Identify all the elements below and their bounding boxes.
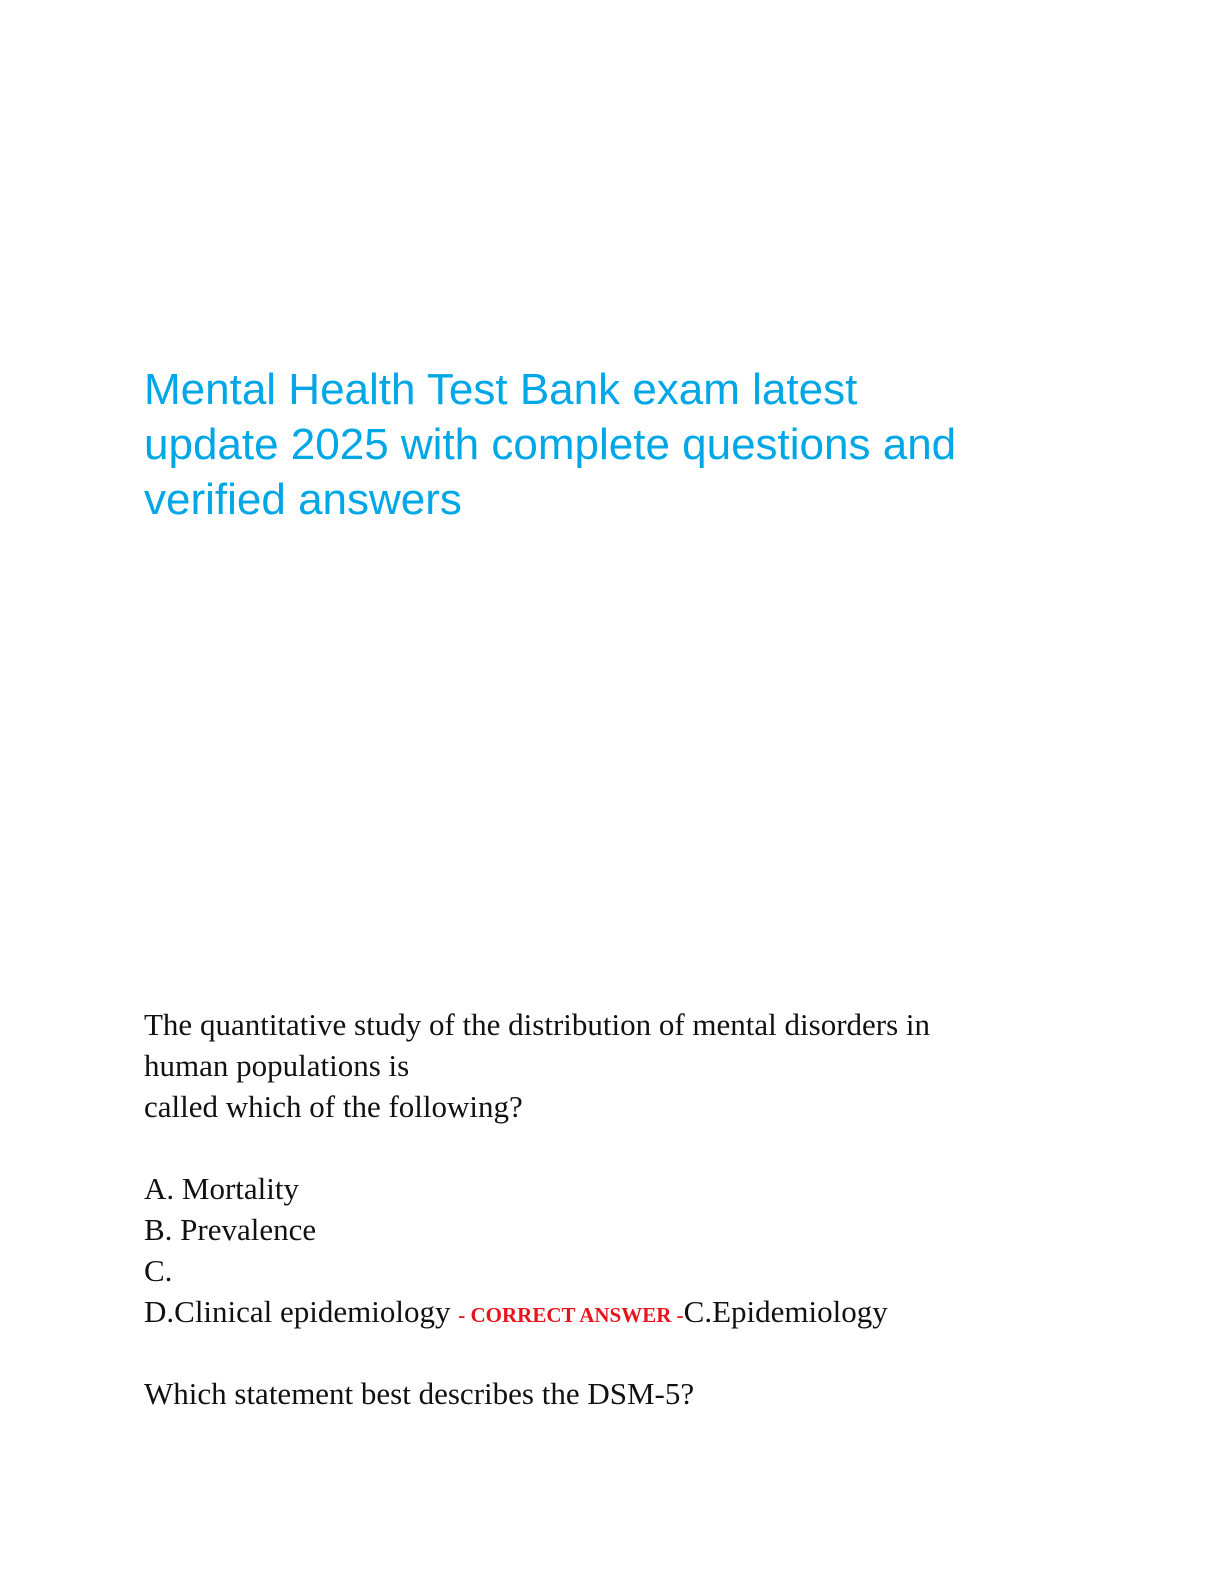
option-d-with-answer	[144, 1291, 1104, 1332]
title-line: update 2025 with complete questions and	[144, 420, 957, 469]
correct-answer-value: C.Epidemiology	[683, 1294, 888, 1329]
option-b: B. Prevalence	[144, 1212, 317, 1247]
document-title	[144, 362, 1084, 527]
option-d: D.Clinical epidemiology	[144, 1294, 459, 1329]
correct-answer-label: - CORRECT ANSWER -	[458, 1303, 684, 1327]
option-c: C.	[144, 1253, 173, 1288]
question-1-stem	[144, 1004, 1104, 1127]
question-stem-line: called which of the following?	[144, 1089, 523, 1124]
question-stem-line: Which statement best describes the DSM-5?	[144, 1376, 695, 1411]
option-a: A. Mortality	[144, 1171, 299, 1206]
question-2-stem	[144, 1373, 1104, 1414]
title-line: verified answers	[144, 475, 462, 524]
title-line: Mental Health Test Bank exam latest	[144, 365, 858, 414]
question-stem-line: The quantitative study of the distribution of mental disorders in	[144, 1007, 931, 1042]
question-1-options	[144, 1168, 1104, 1332]
question-stem-line: human populations is	[144, 1048, 410, 1083]
